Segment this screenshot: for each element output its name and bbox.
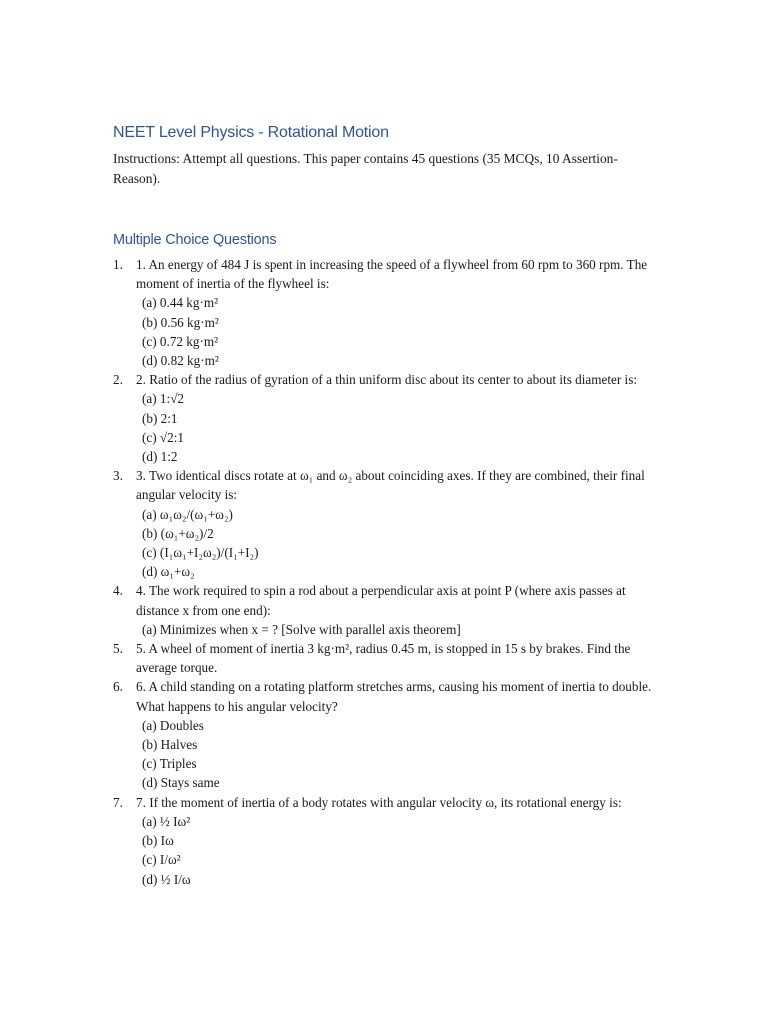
question-item <box>113 466 653 581</box>
answer-option: (c) I/ω² <box>142 852 181 868</box>
question-item <box>113 255 653 370</box>
question-text: 6. A child standing on a rotating platform stretches arms, causing his moment of inertia to double. What happens to his angular velocity? <box>136 679 652 714</box>
answer-option: (c) √2:1 <box>142 429 185 445</box>
question-item <box>113 370 653 466</box>
answer-option: (b) 2:1 <box>142 410 178 426</box>
option-list <box>136 716 653 793</box>
question-number: 5. <box>113 641 123 657</box>
question-number: 6. <box>113 679 123 695</box>
question-item <box>113 581 653 639</box>
question-item <box>113 639 653 677</box>
answer-option: (d) 0.82 kg·m² <box>142 353 219 369</box>
question-number: 4. <box>113 583 123 599</box>
answer-option: (b) Iω <box>142 833 174 849</box>
answer-option: (d) 1:2 <box>142 449 178 465</box>
option-list <box>136 812 653 889</box>
answer-option: (b) 0.56 kg·m² <box>142 314 219 330</box>
answer-option: (c) 0.72 kg·m² <box>142 333 219 349</box>
answer-option: (a) Minimizes when x = ? [Solve with parallel axis theorem] <box>142 621 461 637</box>
answer-option: (a) ω₁ω₂/(ω₁+ω₂) <box>142 506 233 522</box>
question-text: 4. The work required to spin a rod about a perpendicular axis at point P (where axis passes at distance x from one end): <box>136 583 626 618</box>
question-number: 7. <box>113 794 123 810</box>
answer-option: (b) Halves <box>142 737 198 753</box>
answer-option: (a) Doubles <box>142 717 204 733</box>
question-text: 5. A wheel of moment of inertia 3 kg·m², radius 0.45 m, is stopped in 15 s by brakes. Find the average torque. <box>136 641 631 676</box>
question-number: 1. <box>113 257 123 272</box>
instructions-text: Instructions: Attempt all questions. This paper contains 45 questions (35 MCQs, 10 Assertion-Reason). <box>113 151 618 186</box>
answer-option: (d) ω₁+ω₂ <box>142 564 195 580</box>
answer-option: (a) ½ Iω² <box>142 813 191 829</box>
option-list <box>136 389 653 466</box>
answer-option: (c) (I₁ω₁+I₂ω₂)/(I₁+I₂) <box>142 545 259 561</box>
question-item <box>113 677 653 792</box>
option-list <box>136 505 653 582</box>
question-text: 2. Ratio of the radius of gyration of a thin uniform disc about its center to about its diameter is: <box>136 372 638 388</box>
question-item <box>113 793 653 889</box>
answer-option: (d) Stays same <box>142 775 220 791</box>
question-number: 3. <box>113 468 123 484</box>
section-title: Multiple Choice Questions <box>113 232 277 248</box>
question-text: 3. Two identical discs rotate at ω₁ and ω₂ about coinciding axes. If they are combined, their final angular velocity is: <box>136 468 645 503</box>
answer-option: (d) ½ I/ω <box>142 871 191 887</box>
answer-option: (a) 1:√2 <box>142 391 185 407</box>
answer-option: (a) 0.44 kg·m² <box>142 295 219 311</box>
question-text: 1. An energy of 484 J is spent in increasing the speed of a flywheel from 60 rpm to 360 rpm. The moment of inertia of the flywheel is: <box>136 257 648 292</box>
option-list <box>136 620 653 639</box>
question-list <box>113 255 653 889</box>
answer-option: (c) Triples <box>142 756 197 772</box>
question-number: 2. <box>113 372 123 388</box>
document-title: NEET Level Physics - Rotational Motion <box>113 124 389 141</box>
question-text: 7. If the moment of inertia of a body rotates with angular velocity ω, its rotational energy is: <box>136 794 622 810</box>
answer-option: (b) (ω₁+ω₂)/2 <box>142 525 214 541</box>
option-list <box>136 293 653 370</box>
